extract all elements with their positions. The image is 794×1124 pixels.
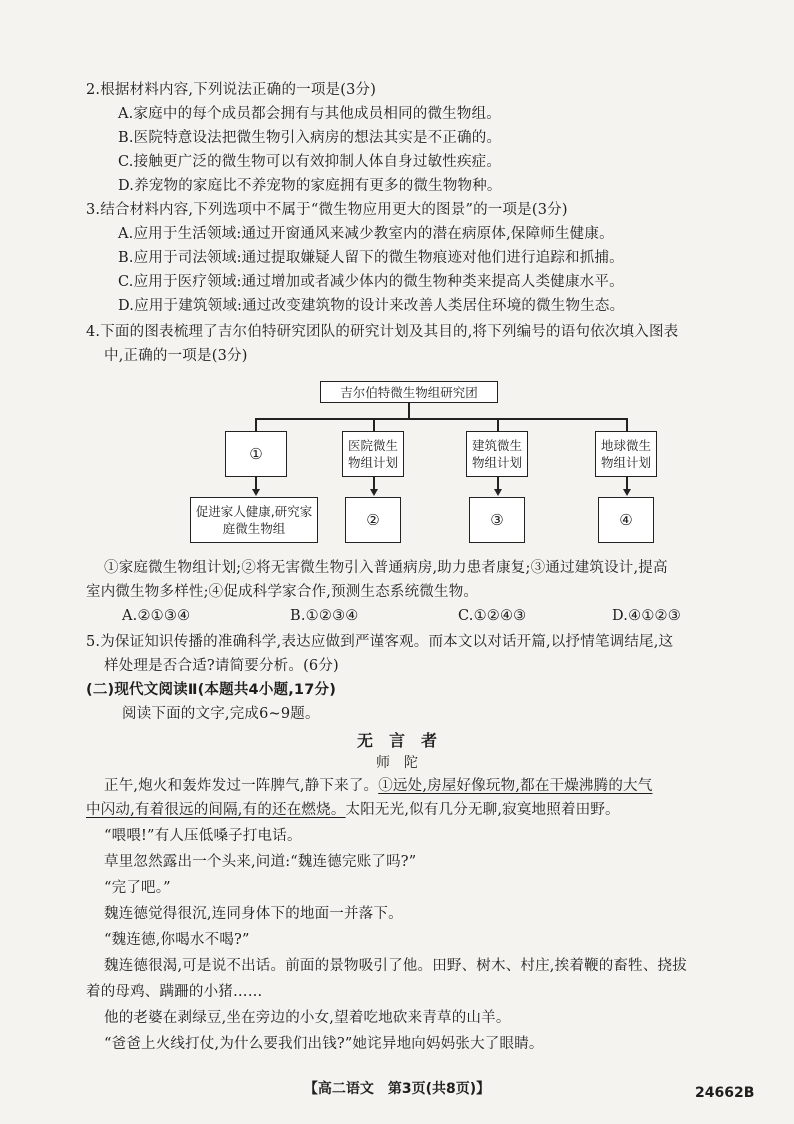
- story-line-3: “完了吧。”: [104, 880, 171, 896]
- q3-stem: 3.结合材料内容,下列选项中不属于“微生物应用更大的图景”的一项是(3分): [86, 202, 568, 218]
- section-instruction: 阅读下面的文字,完成6~9题。: [122, 706, 320, 722]
- diagram-root: 吉尔伯特微生物组研究团: [320, 381, 498, 403]
- q3-option-d: D.应用于建筑领域:通过改变建筑物的设计来改善人类居住环境的微生物生态。: [118, 298, 625, 314]
- plan-box-1: ①: [225, 431, 287, 477]
- q4-stem-line1: 4.下面的图表梳理了吉尔伯特研究团队的研究计划及其目的,将下列编号的语句依次填入图表: [86, 324, 679, 340]
- story-para-last-line1: 魏连德很渴,可是说不出话。前面的景物吸引了他。田野、树木、村庄,挨着鞭的畜牲、挠拔: [104, 958, 687, 974]
- story-p1-line1: [104, 776, 652, 796]
- q4-option-a: A.②①③④: [122, 608, 191, 624]
- q5-line1: 5.为保证知识传播的准确科学,表达应做到严谨客观。而本文以对话开篇,以抒情笔调结尾,这: [86, 634, 674, 650]
- paper-code: 24662B: [695, 1085, 755, 1101]
- story-line-5: “魏连德,你喝水不喝?”: [104, 932, 250, 948]
- story-p1-line2: [86, 800, 620, 820]
- story-author: 师 陀: [376, 755, 418, 771]
- q2-stem: 2.根据材料内容,下列说法正确的一项是(3分): [86, 82, 377, 98]
- plan-box-4: 地球微生物组计划: [595, 431, 657, 477]
- q4-items-line1: ①家庭微生物组计划;②将无害微生物引入普通病房,助力患者康复;③通过建筑设计,提高: [104, 560, 668, 576]
- q3-option-b: B.应用于司法领域:通过提取嫌疑人留下的微生物痕迹对他们进行追踪和抓捕。: [118, 250, 624, 266]
- plan-box-2: 医院微生物组计划: [342, 431, 404, 477]
- q4-stem-line2: 中,正确的一项是(3分): [104, 348, 248, 364]
- story-line-1: “喂喂!”有人压低嗓子打电话。: [104, 828, 302, 844]
- story-para-last-line2: 着的母鸡、蹒跚的小猪……: [86, 984, 263, 1000]
- story-para-last-line4: “爸爸上火线打仗,为什么要我们出钱?”她诧异地向妈妈张大了眼睛。: [104, 1036, 544, 1052]
- goal-box-2: ②: [345, 497, 401, 543]
- q2-option-d: D.养宠物的家庭比不养宠物的家庭拥有更多的微生物物种。: [118, 178, 502, 194]
- q5-line2: 样处理是否合适?请简要分析。(6分): [104, 658, 339, 674]
- q4-option-d: D.④①②③: [612, 608, 681, 624]
- page-footer: 【高二语文 第3页(共8页)】: [303, 1081, 491, 1097]
- story-p1-plain-2: 太阳无光,似有几分无聊,寂寞地照着田野。: [345, 802, 620, 818]
- story-para-last-line3: 他的老婆在剥绿豆,坐在旁边的小女,望着吃地砍来青草的山羊。: [104, 1010, 511, 1026]
- section-heading: (二)现代文阅读Ⅱ(本题共4小题,17分): [86, 682, 337, 698]
- q4-option-b: B.①②③④: [290, 608, 359, 624]
- story-p1-plain: 正午,炮火和轰炸发过一阵脾气,静下来了。: [104, 778, 379, 794]
- goal-box-4: ④: [598, 497, 654, 543]
- goal-box-3: ③: [469, 497, 525, 543]
- q3-option-c: C.应用于医疗领域:通过增加或者减少体内的微生物种类来提高人类健康水平。: [118, 274, 624, 290]
- q2-option-a: A.家庭中的每个成员都会拥有与其他成员相同的微生物组。: [118, 106, 501, 122]
- story-title: 无 言 者: [356, 731, 437, 750]
- q4-items-line2: 室内微生物多样性;④促成科学家合作,预测生态系统微生物。: [86, 584, 479, 600]
- q3-option-a: A.应用于生活领域:通过开窗通风来减少教室内的潜在病原体,保障师生健康。: [118, 226, 614, 242]
- q2-option-b: B.医院特意设法把微生物引入病房的想法其实是不正确的。: [118, 130, 502, 146]
- story-p1-underlined-2: 中闪动,有着很远的间隔,有的还在燃烧。: [86, 802, 346, 818]
- q2-option-c: C.接触更广泛的微生物可以有效抑制人体自身过敏性疾症。: [118, 154, 502, 170]
- story-line-4: 魏连德觉得很沉,连同身体下的地面一并落下。: [104, 906, 403, 922]
- plan-box-3: 建筑微生物组计划: [466, 431, 528, 477]
- story-p1-underlined-1: ①远处,房屋好像玩物,都在干燥沸腾的大气: [378, 778, 653, 794]
- q4-option-c: C.①②④③: [458, 608, 527, 624]
- story-line-2: 草里忽然露出一个头来,问道:“魏连德完账了吗?”: [104, 854, 417, 870]
- goal-box-1: 促进家人健康,研究家庭微生物组: [190, 497, 318, 543]
